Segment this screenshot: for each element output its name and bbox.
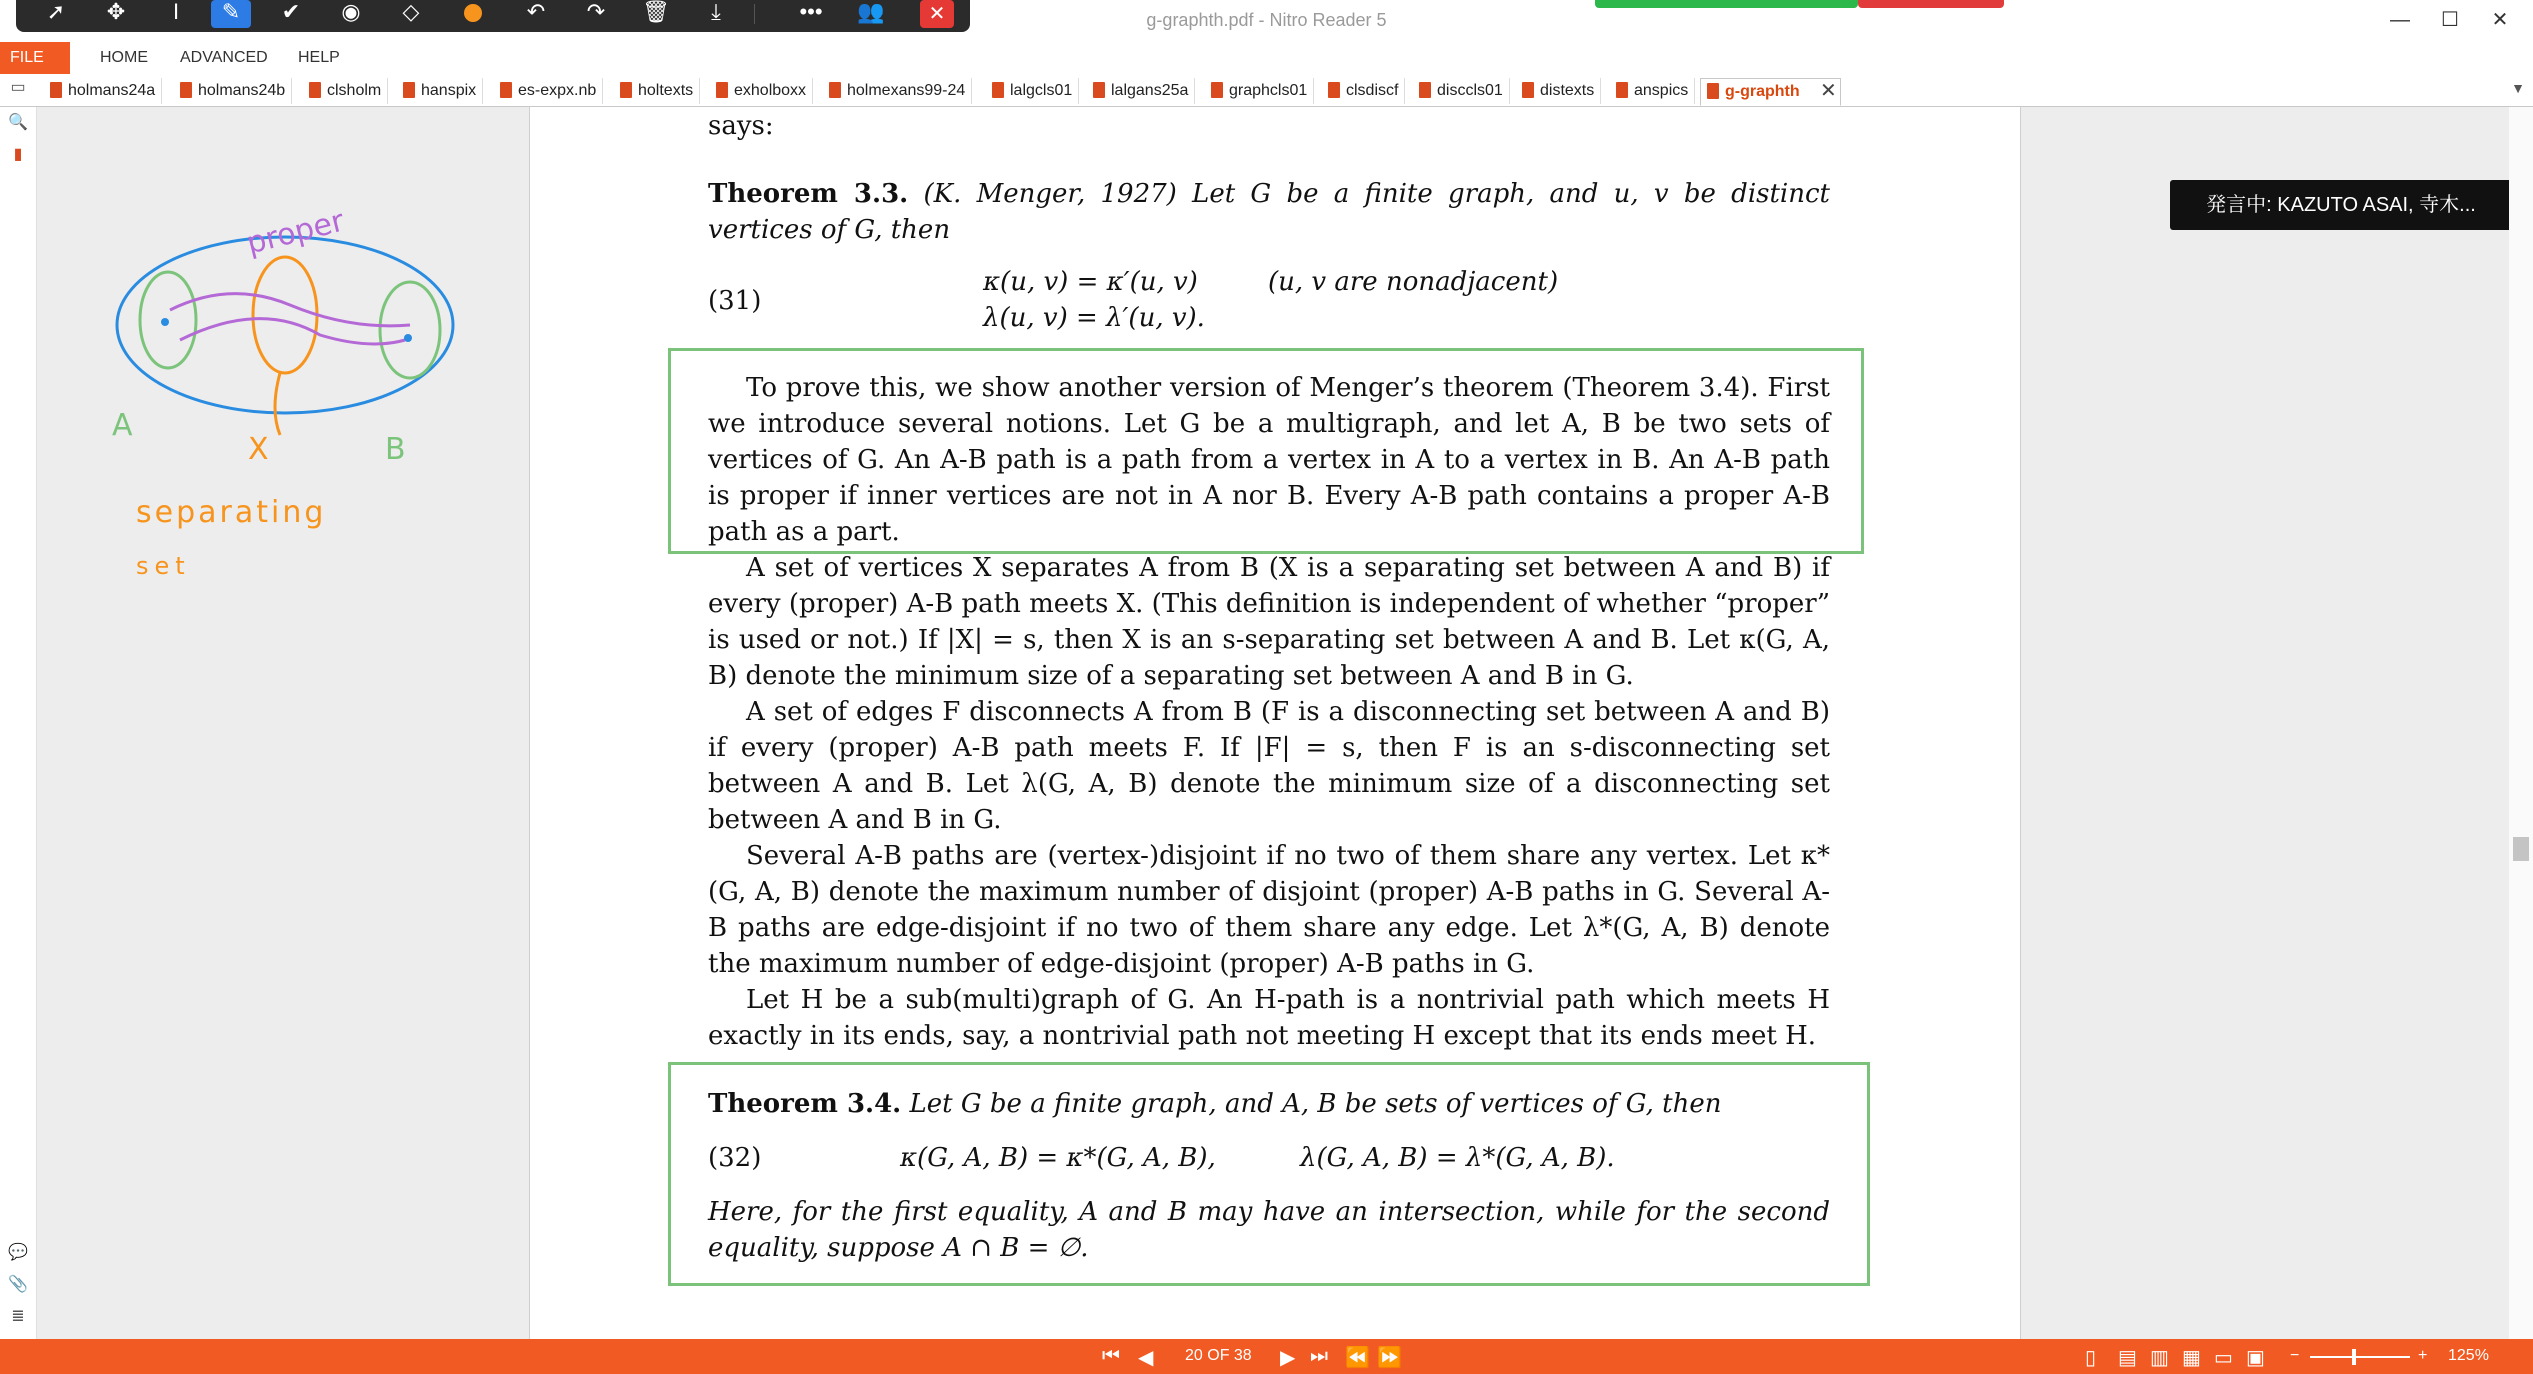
handwritten-label-x: X: [248, 432, 269, 467]
zoom-slider[interactable]: [2310, 1356, 2410, 1358]
toolbar-divider: [754, 4, 755, 24]
doc-tab[interactable]: lalgcls01: [986, 78, 1079, 104]
doc-tab[interactable]: disccls01: [1413, 78, 1510, 104]
doc-tab[interactable]: es-expx.nb: [494, 78, 603, 104]
theorem-3-4-remark: Here, for the first equality, A and B may have an intersection, while for the second equality, suppose A ∩ B = ∅.: [708, 1197, 1830, 1263]
set-x-circle: [253, 257, 317, 373]
eq-31-number: (31): [708, 286, 762, 316]
first-page-icon[interactable]: ⏮: [1102, 1345, 1120, 1367]
doc-tab[interactable]: holmans24b: [174, 78, 292, 104]
back-view-icon[interactable]: ⏪: [1345, 1347, 1370, 1369]
minimize-button[interactable]: —: [2390, 9, 2410, 31]
theorem-3-4-heading: Theorem 3.4.: [708, 1089, 902, 1119]
pan-move-icon[interactable]: ✥: [106, 0, 126, 24]
tab-list-dropdown-icon[interactable]: ▼: [2511, 80, 2525, 96]
doc-tab[interactable]: holtexts: [614, 78, 700, 104]
eq-31-note: (u, v are nonadjacent): [1268, 267, 1559, 297]
left-sidebar: [0, 107, 37, 1339]
status-bar: [0, 1339, 2533, 1374]
close-tab-icon[interactable]: ✕: [1820, 80, 1837, 102]
eq-32-kappa: κ(G, A, B) = κ*(G, A, B),: [900, 1143, 1216, 1173]
says-text: says:: [708, 111, 774, 141]
vertex-dot: [161, 318, 169, 326]
page-icon[interactable]: ▭: [10, 79, 26, 96]
set-b-circle: [380, 282, 440, 378]
window-title: g-graphth.pdf - Nitro Reader 5: [1146, 10, 1387, 30]
pen-icon[interactable]: ✎: [211, 0, 251, 28]
fit-width-icon[interactable]: ▭: [2214, 1347, 2233, 1369]
doc-tab[interactable]: hanspix: [397, 78, 483, 104]
vertex-dot: [404, 334, 412, 342]
facing-view-icon[interactable]: ▥: [2150, 1347, 2169, 1369]
meeting-indicator-green: [1595, 0, 1858, 8]
document-tab-strip: [0, 74, 2533, 107]
doc-tab[interactable]: clsholm: [303, 78, 388, 104]
text-cursor-icon[interactable]: I: [172, 0, 180, 24]
maximize-button[interactable]: ☐: [2441, 9, 2459, 31]
layers-icon[interactable]: ≣: [11, 1308, 25, 1325]
theorem-3-3-statement: (K. Menger, 1927) Let G be a finite graph, and u, v be distinct vertices of G, then: [708, 179, 1830, 245]
vertical-scrollbar[interactable]: [2509, 107, 2533, 1339]
close-window-button[interactable]: ✕: [2491, 9, 2509, 31]
zoom-out-button[interactable]: −: [2290, 1347, 2300, 1364]
doc-tab[interactable]: holmexans99-24: [823, 78, 972, 104]
toolbar-close-button[interactable]: ✕: [920, 0, 954, 28]
orange-tail: [275, 373, 280, 435]
page-indicator[interactable]: 20 OF 38: [1185, 1347, 1252, 1364]
paragraph-disjoint-paths: Several A-B paths are (vertex-)disjoint if no two of them share any vertex. Let κ*(G, A, B) denote the maximum number of disjoint (proper) A-B paths in G. Several A-B paths are edge-disjoint if no two of them share any edge. Let λ*(G, A, B) denote the maximum number of edge-disjoint (proper) A-B paths in G.: [708, 841, 1830, 979]
paragraph-separating-set: A set of vertices X separates A from B (X is a separating set between A and B) if every (proper) A-B path meets X. (This definition is independent of whether “proper” is used or not.) If |X| = s, then X is an s-separating set between A and B. Let κ(G, A, B) denote the minimum size of a separating set between A and B in G.: [708, 553, 1830, 691]
next-page-icon[interactable]: ▶: [1280, 1347, 1296, 1369]
previous-page-icon[interactable]: ◀: [1138, 1347, 1154, 1369]
annotation-toolbar: [16, 0, 970, 32]
handwritten-label-b: B: [385, 432, 406, 467]
zoom-level[interactable]: 125%: [2448, 1347, 2489, 1364]
paragraph-disconnecting-set: A set of edges F disconnects A from B (F is a disconnecting set between A and B) if every (proper) A-B path meets F. If |F| = s, then F is an s-disconnecting set between A and B. Let λ(G, A, B) denote the minimum size of a disconnecting set between A and B in G.: [708, 697, 1830, 835]
attachments-icon[interactable]: 📎: [8, 1276, 28, 1293]
theorem-3-3-heading: Theorem 3.3.: [708, 179, 909, 209]
zoom-slider-thumb[interactable]: [2352, 1349, 2356, 1365]
doc-tab[interactable]: anspics: [1610, 78, 1695, 104]
undo-icon[interactable]: ↶: [526, 0, 546, 24]
fit-page-icon[interactable]: ▣: [2246, 1347, 2265, 1369]
forward-view-icon[interactable]: ⏩: [1377, 1347, 1402, 1369]
tab-advanced[interactable]: ADVANCED: [180, 49, 268, 66]
more-options-icon[interactable]: •••: [799, 0, 823, 24]
last-page-icon[interactable]: ⏭: [1310, 1345, 1328, 1367]
ribbon-menu: [0, 42, 2533, 74]
doc-tab[interactable]: graphcls01: [1205, 78, 1314, 104]
delete-icon[interactable]: 🗑: [642, 0, 670, 24]
eq-32-number: (32): [708, 1143, 762, 1173]
eraser-icon[interactable]: ◇: [402, 0, 420, 24]
eq-31-line2: λ(u, v) = λ′(u, v).: [983, 303, 1205, 333]
doc-tab[interactable]: clsdiscf: [1322, 78, 1405, 104]
doc-tab[interactable]: distexts: [1516, 78, 1601, 104]
paragraph-h-path: Let H be a sub(multi)graph of G. An H-path is a nontrivial path which meets H exactly in its ends, say, a nontrivial path not meeting H except that its ends meet H.: [708, 985, 1830, 1051]
tab-help[interactable]: HELP: [298, 49, 340, 66]
comments-icon[interactable]: 💬: [8, 1244, 28, 1261]
highlight-color-swatch[interactable]: [464, 4, 482, 22]
people-icon[interactable]: 👥: [857, 0, 885, 24]
continuous-view-icon[interactable]: ▤: [2118, 1347, 2137, 1369]
handwritten-set: set: [136, 552, 191, 580]
scrollbar-thumb[interactable]: [2513, 837, 2529, 861]
theorem-3-4: [708, 1086, 1830, 1122]
download-icon[interactable]: ⤓: [711, 0, 721, 24]
theorem-3-3: [708, 176, 1830, 248]
speaker-banner: 発言中: KAZUTO ASAI, 寺木...: [2170, 180, 2512, 230]
zoom-in-button[interactable]: +: [2418, 1347, 2428, 1364]
tab-home[interactable]: HOME: [100, 49, 148, 66]
redo-icon[interactable]: ↷: [586, 0, 606, 24]
search-doc-icon[interactable]: 🔍: [8, 114, 28, 131]
single-page-view-icon[interactable]: ▯: [2085, 1347, 2097, 1369]
doc-tab-active[interactable]: g-graphth: [1700, 78, 1841, 106]
paragraph-ab-path: To prove this, we show another version of Menger’s theorem (Theorem 3.4). First we introduce several notions. Let G be a multigraph, and let A, B be two sets of vertices of G. An A-B path is a path from a vertex in A to a vertex in B. An A-B path is proper if inner vertices are not in A nor B. Every A-B path contains a proper A-B path as a part.: [708, 373, 1830, 547]
handwritten-proper: proper: [243, 203, 348, 262]
stamp-icon[interactable]: ◉: [341, 0, 361, 24]
select-arrow-icon[interactable]: ➚: [46, 0, 66, 24]
facing-continuous-icon[interactable]: ▦: [2182, 1347, 2201, 1369]
theorem-3-4-statement: Let G be a finite graph, and A, B be sets of vertices of G, then: [909, 1089, 1722, 1119]
eq-32-lambda: λ(G, A, B) = λ*(G, A, B).: [1300, 1143, 1615, 1173]
doc-tab[interactable]: holmans24a: [44, 78, 162, 104]
meeting-indicator-red: [1858, 0, 2004, 8]
doc-tab[interactable]: lalgans25a: [1087, 78, 1195, 104]
check-icon[interactable]: ✔: [281, 0, 301, 24]
bookmark-icon[interactable]: ▮: [13, 146, 23, 163]
doc-tab[interactable]: exholboxx: [710, 78, 813, 104]
path-stroke-2: [180, 319, 405, 344]
handwritten-label-a: A: [112, 408, 133, 443]
handwritten-separating: separating: [136, 495, 327, 530]
tab-file[interactable]: FILE: [0, 42, 70, 74]
eq-31-line1: κ(u, v) = κ′(u, v): [983, 267, 1198, 297]
